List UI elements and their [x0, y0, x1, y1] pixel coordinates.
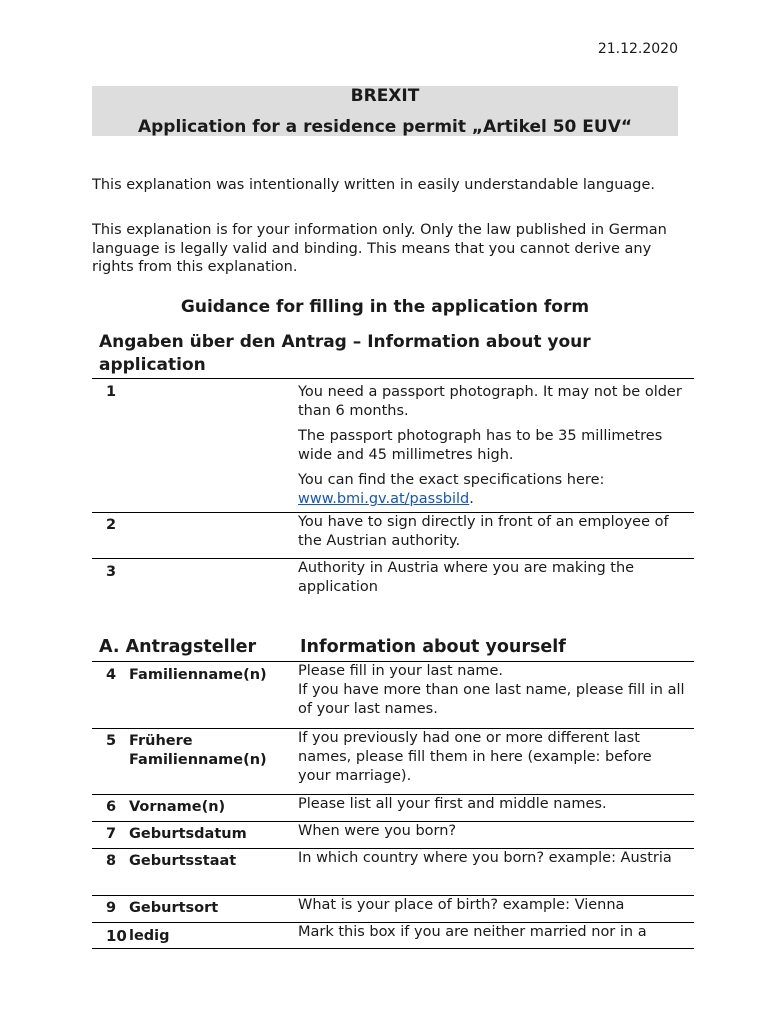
field-label: Vorname(n): [129, 799, 226, 815]
row-1-line-3: You can find the exact specifications here:: [298, 472, 605, 488]
row-1-description: [298, 383, 688, 509]
row-number: 5: [106, 733, 117, 749]
row-3-description: Authority in Austria where you are making the application: [298, 560, 635, 595]
field-description: In which country where you born? example: Austria: [298, 850, 672, 866]
section-a-label: A. Antragsteller: [99, 637, 257, 657]
row-number: 7: [106, 826, 117, 842]
row-number: 9: [106, 900, 117, 916]
row-number: 1: [106, 384, 117, 400]
field-label: Geburtsstaat: [129, 853, 237, 869]
field-description: [298, 662, 688, 719]
banner-title: BREXIT: [350, 86, 420, 106]
row-number: 3: [106, 564, 117, 580]
row-2-description: You have to sign directly in front of an employee of the Austrian authority.: [298, 514, 669, 549]
intro-paragraph-1: This explanation was intentionally written in easily understandable language.: [92, 177, 656, 193]
link-suffix: .: [469, 491, 474, 507]
field-description: What is your place of birth? example: Vienna: [298, 897, 625, 913]
document-date: 21.12.2020: [597, 41, 678, 57]
row-1-line-2: The passport photograph has to be 35 millimetres wide and 45 millimetres high.: [298, 428, 663, 463]
field-label: Frühere Familienname(n): [129, 733, 267, 768]
field-description: Please list all your first and middle names.: [298, 796, 607, 812]
field-label: ledig: [129, 928, 170, 944]
row-number: 4: [106, 667, 117, 683]
table-divider: [92, 378, 694, 379]
banner-subtitle: Application for a residence permit „Artikel 50 EUV“: [137, 117, 633, 137]
guidance-title: Guidance for filling in the application form: [180, 297, 590, 317]
field-description: When were you born?: [298, 823, 457, 839]
field-label: Familienname(n): [129, 667, 267, 683]
title-banner: [92, 86, 678, 136]
row-number: 6: [106, 799, 117, 815]
field-description-line: Please fill in your last name.: [298, 663, 503, 679]
intro-paragraph-2: This explanation is for your information only. Only the law published in German language is legally valid and binding. This means that you cannot derive any rights from this explanation.: [92, 222, 667, 275]
section-1-heading: Angaben über den Antrag – Information about your application: [99, 332, 591, 375]
passbild-link[interactable]: www.bmi.gv.at/passbild: [298, 491, 470, 507]
field-label: Geburtsort: [129, 900, 219, 916]
field-description-line: If you have more than one last name, please fill in all of your last names.: [298, 682, 685, 717]
section-a-title: Information about yourself: [300, 637, 566, 657]
row-number: 10: [106, 927, 127, 945]
table-divider: [92, 948, 694, 949]
field-label: Geburtsdatum: [129, 826, 247, 842]
row-number: 2: [106, 517, 117, 533]
field-description: Mark this box if you are neither married nor in a: [298, 924, 647, 940]
field-description: If you previously had one or more different last names, please fill them in here (example: before your marriage).: [298, 730, 652, 784]
row-1-line-1: You need a passport photograph. It may not be older than 6 months.: [298, 384, 682, 419]
row-number: 8: [106, 853, 117, 869]
